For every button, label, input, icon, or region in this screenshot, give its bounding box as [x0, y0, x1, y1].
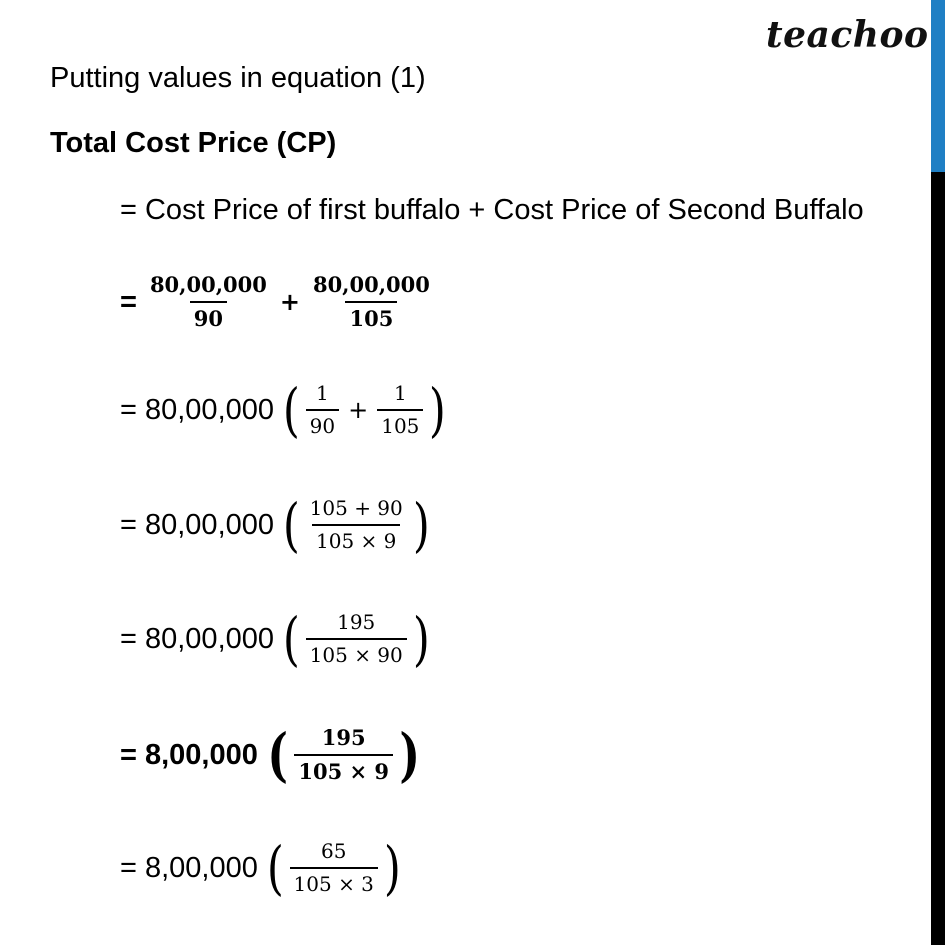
left-paren: ( — [282, 605, 300, 673]
right-paren: ) — [429, 376, 447, 444]
step-7 — [120, 834, 404, 902]
step-3 — [120, 376, 449, 444]
step-4 — [120, 491, 432, 559]
step-2 — [120, 272, 437, 333]
left-paren: ( — [267, 721, 288, 790]
step-4-fraction — [306, 496, 407, 554]
fraction-denominator: 105 — [377, 409, 423, 439]
fraction-numerator: 1 — [316, 381, 329, 405]
left-paren: ( — [266, 834, 284, 902]
right-paren: ) — [399, 721, 421, 790]
step-5-lead: = 80,00,000 — [120, 622, 275, 655]
fraction-numerator: 1 — [393, 381, 407, 405]
step-5-fraction — [306, 610, 407, 668]
step-2-fraction-1 — [146, 272, 271, 333]
step-2-lead: = — [120, 285, 137, 318]
left-paren: ( — [282, 491, 300, 559]
step-7-fraction — [290, 839, 378, 897]
right-paren: ) — [412, 605, 430, 673]
fraction-denominator: 105 × 3 — [290, 867, 378, 897]
fraction-numerator: 105 + 90 — [309, 496, 403, 520]
step-3-lead: = 80,00,000 — [120, 393, 275, 426]
fraction-numerator: 195 — [337, 610, 376, 634]
step-6-fraction — [294, 725, 393, 786]
fraction-numerator: 80,00,000 — [312, 272, 430, 297]
left-paren: ( — [282, 376, 300, 444]
step-4-lead: = 80,00,000 — [120, 508, 275, 541]
fraction-numerator: 80,00,000 — [149, 272, 267, 297]
fraction-denominator: 105 × 9 — [294, 754, 393, 785]
step-5 — [120, 605, 432, 673]
step-7-lead: = 8,00,000 — [120, 851, 258, 884]
right-paren: ) — [383, 834, 401, 902]
step-2-fraction-2 — [309, 272, 434, 333]
plus-operator: + — [279, 288, 300, 317]
step-3-fraction-2 — [377, 381, 423, 439]
fraction-denominator: 105 — [345, 301, 397, 332]
heading: Putting values in equation (1) — [50, 62, 426, 94]
fraction-numerator: 195 — [321, 725, 366, 750]
step-1: = Cost Price of first buffalo + Cost Price of Second Buffalo — [120, 194, 864, 226]
plus-operator: + — [348, 396, 369, 424]
step-6-lead: = 8,00,000 — [120, 738, 258, 771]
fraction-denominator: 90 — [306, 409, 339, 439]
fraction-numerator: 65 — [320, 839, 347, 863]
step-6 — [120, 721, 423, 790]
fraction-denominator: 105 × 9 — [312, 524, 400, 554]
fraction-denominator: 90 — [190, 301, 227, 332]
teachoo-logo: teachoo — [766, 14, 929, 56]
fraction-denominator: 105 × 90 — [306, 638, 407, 668]
subheading: Total Cost Price (CP) — [50, 127, 337, 159]
right-paren: ) — [412, 491, 430, 559]
step-3-fraction-1 — [306, 381, 339, 439]
scrollbar-thumb[interactable] — [931, 0, 945, 172]
